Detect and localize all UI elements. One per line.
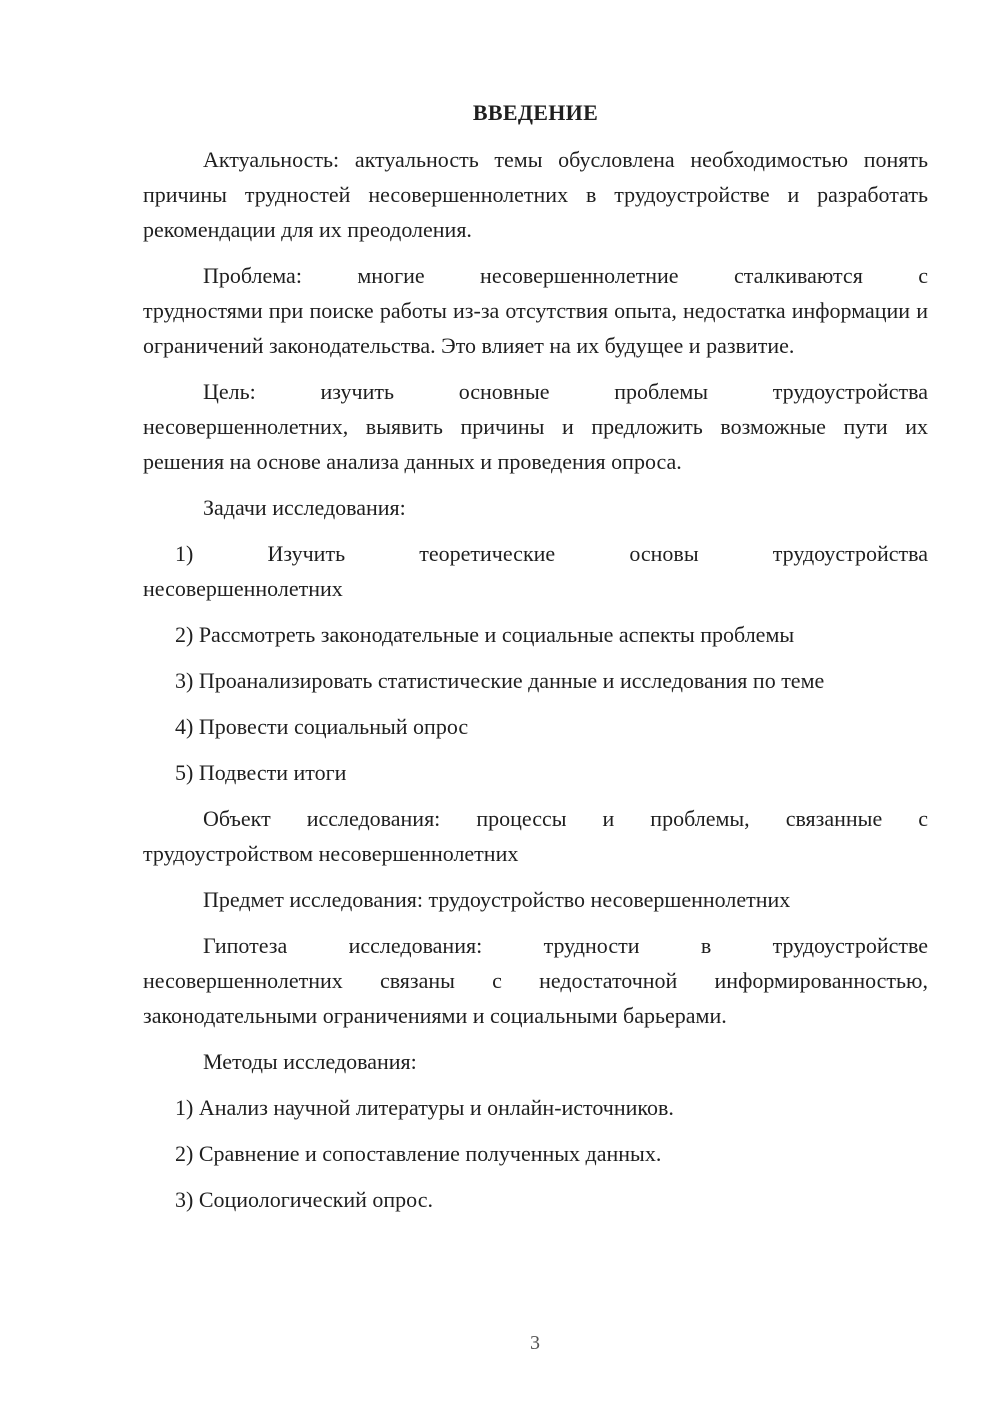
page-content [143,95,928,1228]
task-item-4: 4) Провести социальный опрос [175,714,469,739]
task-item-3: 3) Проанализировать статистические данные и исследования по теме [175,668,825,693]
object-paragraph [143,801,928,871]
hypothesis-rest: несовершеннолетних связаны с недостаточной информированностью, законодательными ограничениями и социальными барьерами. [143,968,928,1028]
goal-label: Цель: [203,379,256,404]
method-item-3: 3) Социологический опрос. [175,1187,433,1212]
tasks-heading: Задачи исследования: [203,495,406,520]
task-item-1 [143,536,928,606]
relevance-text: актуальность темы обусловлена необходимостью понять причины трудностей несовершеннолетних в трудоустройстве и разработать рекомендации для их преодоления. [143,147,929,242]
subject-paragraph: Предмет исследования: трудоустройство несовершеннолетних [203,887,791,912]
task-item-1-first: 1) Изучить теоретические основы трудоустройства [175,541,928,566]
object-first-line [143,801,928,836]
method-item-2: 2) Сравнение и сопоставление полученных данных. [175,1141,662,1166]
hypothesis-line1: трудности в трудоустройстве [543,933,928,958]
page-number: 3 [530,1332,540,1354]
object-line1: процессы и проблемы, связанные с [476,806,929,831]
object-label: Объект исследования: [203,806,441,831]
problem-paragraph [143,258,928,363]
task-item-1-rest: несовершеннолетних [143,576,343,601]
problem-rest: трудностями при поиске работы из-за отсутствия опыта, недостатка информации и ограничений законодательства. Это влияет на их будущее и развитие. [143,298,928,358]
problem-line1: многие несовершеннолетние сталкиваются с [357,263,928,288]
problem-first-line [143,258,928,293]
method-item-1: 1) Анализ научной литературы и онлайн-источников. [175,1095,674,1120]
goal-rest: несовершеннолетних, выявить причины и предложить возможные пути их решения на основе анализа данных и проведения опроса. [143,414,928,474]
task-item-5: 5) Подвести итоги [175,760,347,785]
goal-paragraph [143,374,928,479]
task-item-2: 2) Рассмотреть законодательные и социальные аспекты проблемы [175,622,795,647]
hypothesis-first-line [143,928,928,963]
methods-heading: Методы исследования: [203,1049,417,1074]
section-title: ВВЕДЕНИЕ [472,100,599,125]
goal-first-line [143,374,928,409]
problem-label: Проблема: [203,263,302,288]
goal-line1: изучить основные проблемы трудоустройства [320,379,929,404]
hypothesis-label: Гипотеза исследования: [203,933,483,958]
relevance-label: Актуальность: [203,147,340,172]
relevance-paragraph [143,142,928,247]
hypothesis-paragraph [143,928,928,1033]
object-rest: трудоустройством несовершеннолетних [143,841,519,866]
